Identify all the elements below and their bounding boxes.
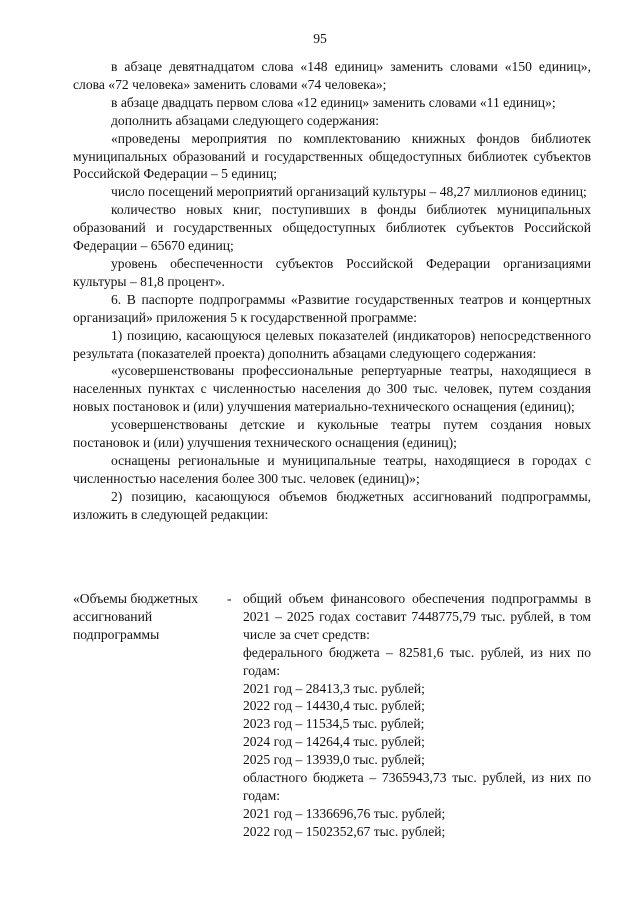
paragraph-4: «проведены мероприятия по комплектованию книжных фондов библиотек муниципальных образований и государственных общедоступных библиотек субъектов Российской Федерации – 5 единиц; (73, 130, 591, 182)
paragraph-3: дополнить абзацами следующего содержания: (111, 112, 380, 128)
table-right-column (243, 590, 591, 841)
left-line-1: «Объемы бюджетных (73, 591, 199, 606)
paragraph-1: в абзаце девятнадцатом слова «148 единиц» заменить словами «150 единиц», слова «72 человека» заменить словами «74 человека»; (73, 59, 591, 92)
federal-year-2023: 2023 год – 11534,5 тыс. рублей; (243, 716, 425, 732)
paragraph-13: 2) позицию, касающуюся объемов бюджетных ассигнований подпрограммы, изложить в следующей редакции: (73, 488, 591, 522)
left-line-2: ассигнований (73, 608, 153, 624)
paragraph-7: уровень обеспеченности субъектов Российской Федерации организациями культуры – 81,8 процент». (73, 255, 591, 289)
federal-year-2025: 2025 год – 13939,0 тыс. рублей; (243, 752, 425, 768)
federal-year-2024: 2024 год – 14264,4 тыс. рублей; (243, 734, 425, 750)
amendment-text (73, 58, 591, 524)
paragraph-10: «усовершенствованы профессиональные репертуарные театры, находящиеся в населенных пунктах с численностью населения до 300 тыс. человек, путем создания новых постановок и (или) улучшения материально-технического оснащения (единиц); (73, 363, 591, 415)
paragraph-2: в абзаце двадцать первом слова «12 единиц» заменить словами «11 единиц»; (111, 94, 556, 110)
paragraph-5: число посещений мероприятий организаций культуры – 48,27 миллионов единиц; (111, 184, 587, 200)
page-number: 95 (313, 31, 327, 46)
table-left-column (73, 590, 237, 644)
federal-budget-header: федерального бюджета – 82581,6 тыс. рублей, из них по годам: (243, 644, 591, 678)
paragraph-9: 1) позицию, касающуюся целевых показателей (индикаторов) непосредственного результата (показателей проекта) дополнить абзацами следующего содержания: (73, 327, 591, 361)
federal-year-2022: 2022 год – 14430,4 тыс. рублей; (243, 698, 425, 714)
total-funding: общий объем финансового обеспечения подпрограммы в 2021 – 2025 годах составит 7448775,79 тыс. рублей, в том числе за счет средств: (243, 591, 591, 642)
regional-year-2022: 2022 год – 1502352,67 тыс. рублей; (243, 823, 446, 839)
federal-year-2021: 2021 год – 28413,3 тыс. рублей; (243, 680, 425, 696)
paragraph-12: оснащены региональные и муниципальные театры, находящиеся в городах с численностью населения более 300 тыс. человек (единиц)»; (73, 452, 591, 486)
regional-year-2021: 2021 год – 1336696,76 тыс. рублей; (243, 805, 446, 821)
left-line-3: подпрограммы (73, 626, 160, 642)
table-dash: - (227, 591, 232, 606)
paragraph-8: 6. В паспорте подпрограммы «Развитие государственных театров и концертных организаций» приложения 5 к государственной программе: (73, 291, 591, 325)
regional-budget-header: областного бюджета – 7365943,73 тыс. рублей, из них по годам: (243, 770, 591, 803)
paragraph-6: количество новых книг, поступивших в фонды библиотек муниципальных образований и государственных общедоступных библиотек субъектов Российской Федерации – 65670 единиц; (73, 202, 591, 254)
paragraph-11: усовершенствованы детские и кукольные театры путем создания новых постановок и (или) улучшения технического оснащения (единиц); (73, 417, 591, 451)
